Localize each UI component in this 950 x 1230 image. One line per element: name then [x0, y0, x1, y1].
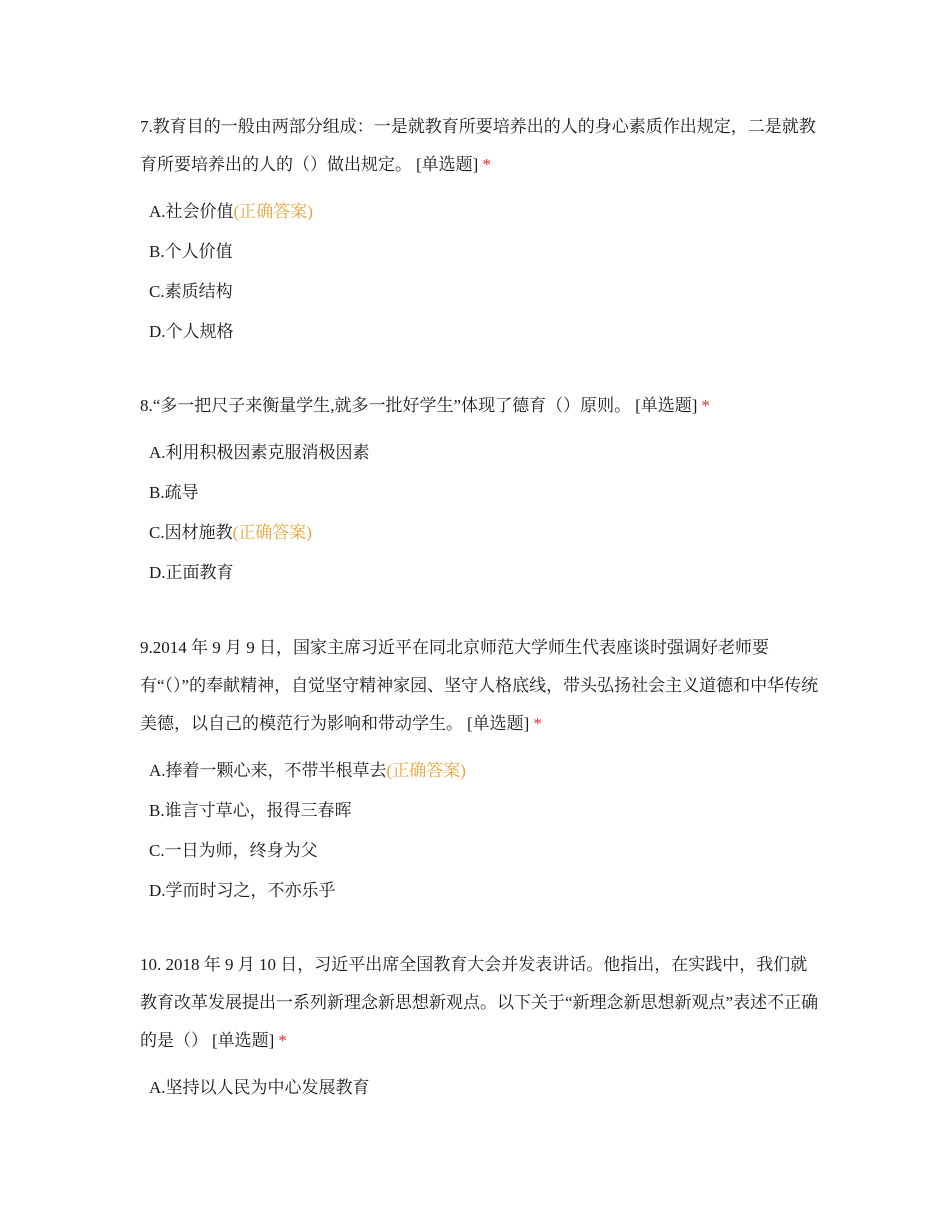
option-c[interactable]	[149, 513, 820, 553]
question-text: 9.2014 年 9 月 9 日，国家主席习近平在同北京师范大学师生代表座谈时强调好老师要有“（）”的奉献精神，自觉坚守精神家园、坚守人格底线，带头弘扬社会主义道德和中华传统美德，以自己的模范行为影响和带动学生。	[140, 638, 819, 733]
option-text: A.坚持以人民为中心发展教育	[149, 1078, 370, 1097]
question-9	[140, 629, 820, 911]
required-mark: *	[278, 1031, 287, 1050]
question-text: 10. 2018 年 9 月 10 日，习近平出席全国教育大会并发表讲话。他指出，在实践中，我们就教育改革发展提出一系列新理念新思想新观点。以下关于“新理念新思想新观点”表述不正确的是（）	[140, 955, 819, 1050]
option-a[interactable]	[149, 751, 820, 791]
option-a[interactable]	[149, 192, 820, 232]
option-a[interactable]	[149, 433, 820, 473]
option-list	[140, 433, 820, 593]
option-text: C.因材施教	[149, 523, 233, 542]
option-text: D.个人规格	[149, 322, 234, 341]
question-type-tag: [单选题]	[467, 714, 530, 733]
option-d[interactable]	[149, 871, 820, 911]
option-a[interactable]	[149, 1068, 820, 1108]
option-b[interactable]	[149, 232, 820, 272]
option-text: B.个人价值	[149, 242, 233, 261]
question-text: 7.教育目的一般由两部分组成：一是就教育所要培养出的人的身心素质作出规定，二是就教育所要培养出的人的（）做出规定。	[140, 117, 816, 174]
required-mark: *	[701, 396, 710, 415]
option-list	[140, 751, 820, 911]
question-7	[140, 108, 820, 352]
option-b[interactable]	[149, 791, 820, 831]
option-text: D.学而时习之，不亦乐乎	[149, 881, 336, 900]
correct-answer-label: (正确答案)	[232, 523, 312, 542]
question-type-tag: [单选题]	[416, 155, 479, 174]
question-type-tag: [单选题]	[635, 396, 698, 415]
option-text: C.素质结构	[149, 282, 233, 301]
question-type-tag: [单选题]	[212, 1031, 275, 1050]
option-list	[140, 192, 820, 352]
correct-answer-label: (正确答案)	[386, 761, 466, 780]
correct-answer-label: (正确答案)	[233, 202, 313, 221]
option-d[interactable]	[149, 312, 820, 352]
option-b[interactable]	[149, 473, 820, 513]
question-text: 8.“多一把尺子来衡量学生,就多一批好学生”体现了德育（）原则。	[140, 396, 632, 415]
required-mark: *	[482, 155, 491, 174]
option-c[interactable]	[149, 831, 820, 871]
question-10	[140, 946, 820, 1108]
option-c[interactable]	[149, 272, 820, 312]
option-d[interactable]	[149, 553, 820, 593]
option-text: A.利用积极因素克服消极因素	[149, 443, 370, 462]
option-text: A.社会价值	[149, 202, 234, 221]
option-text: D.正面教育	[149, 563, 234, 582]
required-mark: *	[533, 714, 542, 733]
question-stem	[140, 387, 820, 425]
option-text: B.疏导	[149, 483, 199, 502]
option-text: A.捧着一颗心来，不带半根草去	[149, 761, 387, 780]
option-text: C.一日为师，终身为父	[149, 841, 318, 860]
option-text: B.谁言寸草心，报得三春晖	[149, 801, 352, 820]
question-8	[140, 387, 820, 593]
question-stem	[140, 108, 820, 184]
question-stem	[140, 946, 820, 1060]
option-list	[140, 1068, 820, 1108]
question-stem	[140, 629, 820, 743]
